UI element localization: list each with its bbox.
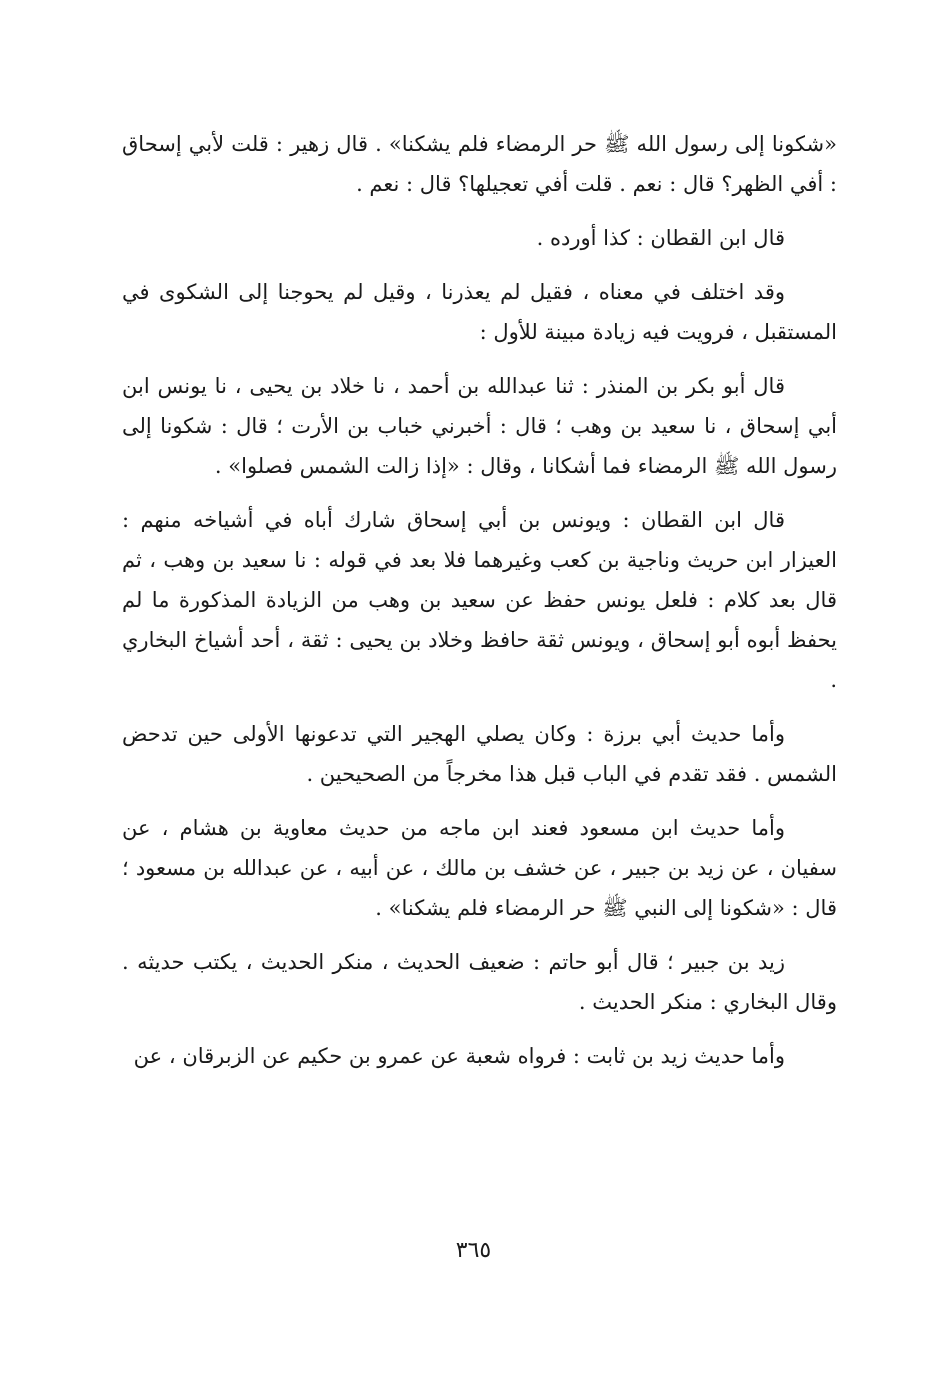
paragraph-8: زيد بن جبير ؛ قال أبو حاتم : ضعيف الحديث ، منكر الحديث ، يكتب حديثه . وقال البخاري : منكر الحديث . <box>122 950 837 1014</box>
page-number: ٣٦٥ <box>455 1238 492 1263</box>
paragraph-2: قال ابن القطان : كذا أورده . <box>536 226 785 250</box>
page-body <box>122 124 837 1090</box>
paragraph-5: قال ابن القطان : ويونس بن أبي إسحاق شارك أباه في أشياخه منهم : العيزار ابن حريث وناجية بن كعب وغيرهما فلا بعد في قوله : نا سعيد بن وهب ، ثم قال بعد كلام : فلعل يونس حفظ عن سعيد بن وهب من الزيادة المذكورة ما لم يحفظ أبوه أبو إسحاق ، ويونس ثقة حافظ وخلاد بن يحيى : ثقة ، أحد أشياخ البخاري . <box>122 508 837 692</box>
paragraph-4: قال أبو بكر بن المنذر : ثنا عبدالله بن أحمد ، نا خلاد بن يحيى ، نا يونس ابن أبي إسحاق ، نا سعيد بن وهب ؛ قال : أخبرني خباب بن الأرت ؛ قال : شكونا إلى رسول الله ﷺ الرمضاء فما أشكانا ، وقال : «إذا زالت الشمس فصلوا» . <box>122 374 837 478</box>
paragraph-1: «شكونا إلى رسول الله ﷺ حر الرمضاء فلم يشكنا» . قال زهير : قلت لأبي إسحاق : أفي الظهر؟ قال : نعم . قلت أفي تعجيلها؟ قال : نعم . <box>122 132 837 196</box>
paragraph-7: وأما حديث ابن مسعود فعند ابن ماجه من حديث معاوية بن هشام ، عن سفيان ، عن زيد بن جبير ، عن خشف بن مالك ، عن أبيه ، عن عبدالله بن مسعود ؛ قال : «شكونا إلى النبي ﷺ حر الرمضاء فلم يشكنا» . <box>122 816 837 920</box>
paragraph-3: وقد اختلف في معناه ، فقيل لم يعذرنا ، وقيل لم يحوجنا إلى الشكوى في المستقبل ، فرويت فيه زيادة مبينة للأول : <box>122 280 837 344</box>
paragraph-9: وأما حديث زيد بن ثابت : فرواه شعبة عن عمرو بن حكيم عن الزبرقان ، عن <box>133 1044 785 1068</box>
paragraph-6: وأما حديث أبي برزة : وكان يصلي الهجير التي تدعونها الأولى حين تدحض الشمس . فقد تقدم في الباب قبل هذا مخرجاً من الصحيحين . <box>122 722 837 786</box>
